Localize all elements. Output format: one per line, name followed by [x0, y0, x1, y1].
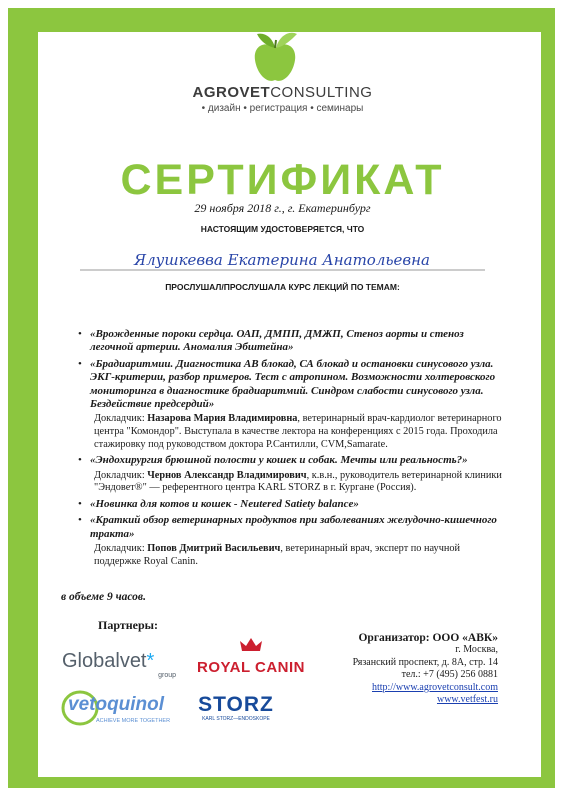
date-location: 29 ноября 2018 г., г. Екатеринбург	[194, 201, 371, 215]
lecture-topic: «Врожденные пороки сердца. ОАП, ДМПП, ДМЖП, Стеноз аорты и стеноз легочной артерии. Аномалия Эбштейна»	[90, 328, 464, 354]
star-icon: *	[146, 650, 155, 672]
lecture-item	[78, 514, 506, 568]
speaker-info: , ветеринарный врач, эксперт по научной поддержке Royal Canin.	[94, 543, 461, 567]
lecture-list	[78, 328, 506, 571]
crown-icon	[196, 636, 306, 654]
speaker-info: , к.в.н., руководитель ветеринарной клиники "Эндовет®" — референтного центра KARL STORZ в г. Кургане (Россия).	[94, 469, 502, 494]
organizer-address: Рязанский проспект, д. 8А, стр. 14	[352, 656, 498, 668]
total-hours: в объеме 9 часов.	[61, 591, 146, 603]
lecture-speaker	[90, 470, 506, 495]
speaker-name: Назарова Мария Владимировна	[147, 413, 298, 425]
globalvet-name: Globalvet	[62, 650, 147, 672]
vetfest-website-link[interactable]: www.vetfest.ru	[436, 694, 498, 706]
lecture-item	[78, 358, 506, 451]
brand-name: AGROVETCONSULTING	[192, 84, 373, 101]
vetoquinol-logo: vetoquinol ACHIEVE MORE TOGETHER	[60, 688, 195, 730]
bullet-icon: •	[78, 357, 82, 370]
organizer-block	[300, 632, 498, 706]
bullet-icon: •	[78, 497, 82, 510]
bullet-icon: •	[78, 514, 82, 527]
brand-tagline: • дизайн • регистрация • семинары	[201, 103, 364, 114]
organizer-phone: тел.: +7 (495) 256 0881	[401, 669, 498, 681]
lecture-speaker	[90, 543, 506, 568]
lecture-item	[78, 454, 506, 495]
lecture-item	[78, 328, 506, 355]
storz-logo: STORZ KARL STORZ—ENDOSKOPE	[198, 693, 274, 722]
lecture-topic: «Новинка для котов и кошек - Neutered Satiety balance»	[90, 497, 359, 510]
globalvet-logo: Globalvet* group	[62, 650, 176, 679]
speaker-name: Чернов Александр Владимирович	[147, 469, 307, 481]
royal-canin-logo: ROYAL CANIN	[196, 636, 306, 678]
partners-heading: Партнеры:	[98, 618, 159, 632]
organizer-name: Организатор: ООО «АВК»	[358, 632, 498, 644]
lecture-topic: «Брадиаритмии. Диагностика АВ блокад, СА блокад и остановки синусового узла. ЭКГ-критерии, разбор примеров. Тест с атропином. Возможности холтеровского мониторинга в диагностике брадиаритмий. Синдром слабости синусового узла. Бездействие предсердий»	[90, 357, 496, 411]
certificate-title: СЕРТИФИКАТ	[120, 156, 445, 204]
apple-with-leaves-icon	[235, 28, 315, 88]
organizer-city: г. Москва,	[455, 644, 498, 656]
speaker-name: Попов Дмитрий Васильевич	[147, 543, 281, 555]
lecture-topic: «Эндохирургия брюшной полости у кошек и собак. Мечты или реальность?»	[90, 454, 468, 467]
speaker-info: , ветеринарный врач-кардиолог ветеринарного центра "Комондор". Выступала в качестве лектора на конференциях с 2015 года. Проходила стажировку под руководством доктора Р.Сантилли, CVM,Samarate.	[94, 413, 502, 450]
lectures-heading: ПРОСЛУШАЛ/ПРОСЛУШАЛА КУРС ЛЕКЦИЙ ПО ТЕМАМ:	[165, 282, 400, 292]
recipient-handwritten-name	[60, 246, 505, 276]
speaker-label: Докладчик:	[94, 413, 148, 425]
lecture-item	[78, 498, 506, 511]
bullet-icon: •	[78, 454, 82, 467]
lecture-topic: «Краткий обзор ветеринарных продуктов при заболеваниях желудочно-кишечного тракта»	[90, 514, 497, 540]
bullet-icon: •	[78, 328, 82, 340]
organizer-website-link[interactable]: http://www.agrovetconsult.com	[372, 681, 498, 693]
speaker-label: Докладчик:	[94, 543, 148, 555]
speaker-label: Докладчик:	[94, 469, 148, 481]
lecture-speaker	[90, 413, 506, 451]
recipient-name: Ялушкевва Екатерина Анатольевна	[134, 251, 430, 269]
certify-statement: НАСТОЯЩИМ УДОСТОВЕРЯЕТСЯ, ЧТО	[200, 224, 365, 234]
